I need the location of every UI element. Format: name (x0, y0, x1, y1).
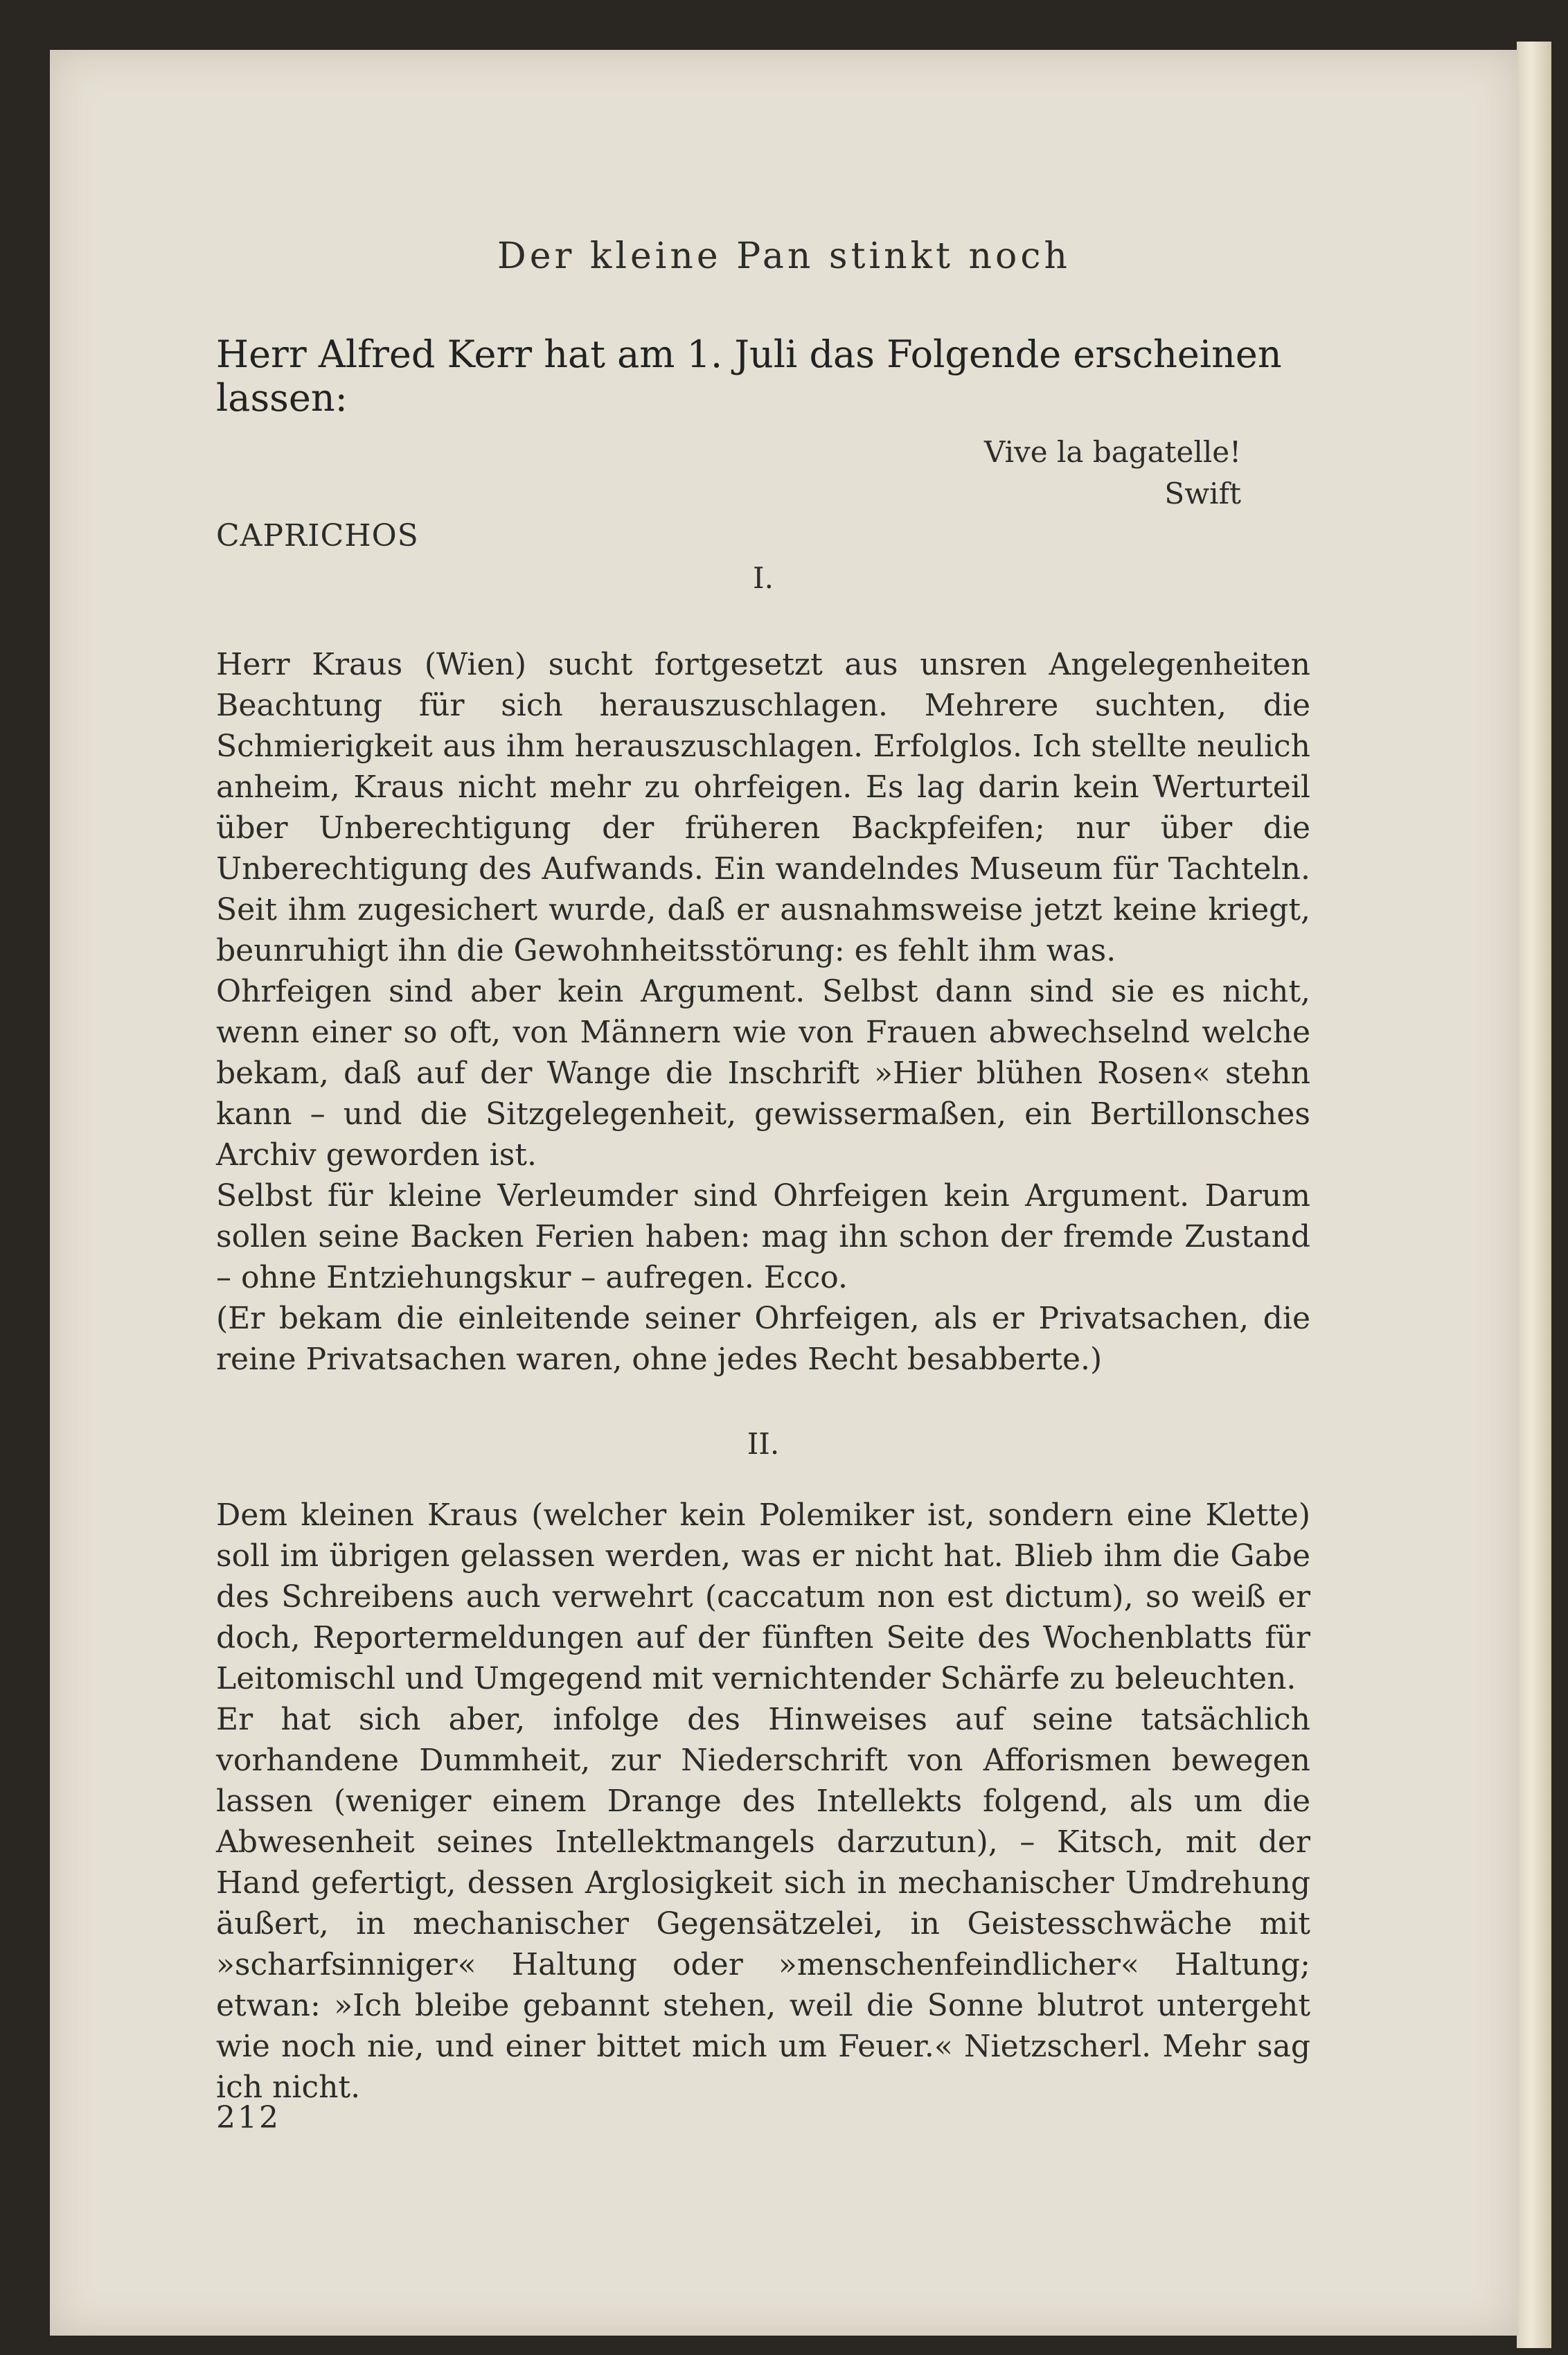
section-number-2: II. (747, 1427, 780, 1461)
paragraph: Selbst für kleine Verleumder sind Ohrfeigen kein Argument. Darum sollen seine Backen Ferien haben: mag ihn schon der fremde Zustand – ohne Entziehungskur – aufregen. Ecco. (216, 1178, 1310, 1295)
section-number-1: I. (753, 561, 774, 595)
paragraph: Er hat sich aber, infolge des Hinweises auf seine tatsächlich vorhandene Dummheit, zur Niederschrift von Afforismen bewegen lassen (weniger einem Drange des Intellekts folgend, als um die Abwesenheit seines Intellektmangels darzutun), – Kitsch, mit der Hand gefertigt, dessen Arglosigkeit sich in mechanischer Umdrehung äußert, in mechanischer Gegensätzelei, in Geistesschwäche mit »scharfsinniger« Haltung oder »menschenfeindlicher« Haltung; etwan: »Ich bleibe gebannt stehen, weil die Sonne blutrot untergeht wie noch nie, und einer bittet mich um Feuer.« Nietzscherl. Mehr sag ich nicht. (216, 1702, 1310, 2105)
section-title: CAPRICHOS (216, 518, 419, 553)
paragraph: Ohrfeigen sind aber kein Argument. Selbst dann sind sie es nicht, wenn einer so oft, von Männern wie von Frauen abwechselnd welche bekam, daß auf der Wange die Inschrift »Hier blühen Rosen« stehn kann – und die Sitzgelegenheit, gewissermaßen, ein Bertillonsches Archiv geworden ist. (216, 974, 1310, 1173)
page-edge (1517, 42, 1551, 2348)
page-number: 212 (216, 2100, 280, 2135)
paragraph: Herr Kraus (Wien) sucht fortgesetzt aus unsren Angelegenheiten Beachtung für sich herauszuschlagen. Mehrere suchten, die Schmierigkeit aus ihm herauszuschlagen. Erfolglos. Ich stellte neulich anheim, Kraus nicht mehr zu ohrfeigen. Es lag darin kein Werturteil über Unberechtigung der früheren Backpfeifen; nur über die Unberechtigung des Aufwands. Ein wandelndes Museum für Tachteln. Seit ihm zugesichert wurde, daß er ausnahmsweise jetzt keine kriegt, beunruhigt ihn die Gewohnheitsstörung: es fehlt ihm was. (216, 647, 1310, 968)
book-page (50, 50, 1518, 2336)
epigraph-author: Swift (1164, 477, 1241, 510)
intro-text: Herr Alfred Kerr hat am 1. Juli das Folgende erscheinen lassen: (216, 332, 1282, 420)
running-head: Der kleine Pan stinkt noch (497, 236, 1071, 277)
paragraph: Dem kleinen Kraus (welcher kein Polemiker ist, sondern eine Klette) soll im übrigen gelassen werden, was er nicht hat. Blieb ihm die Gabe des Schreibens auch verwehrt (caccatum non est dictum), so weiß er doch, Reportermeldungen auf der fünften Seite des Wochenblatts für Leitomischl und Umgegend mit vernichtender Schärfe zu beleuchten. (216, 1498, 1310, 1696)
section-1-body (216, 644, 1310, 1380)
section-2-body (216, 1495, 1310, 2108)
epigraph-quote: Vive la bagatelle! (984, 435, 1241, 469)
paragraph: (Er bekam die einleitende seiner Ohrfeigen, als er Privatsachen, die reine Privatsachen waren, ohne jedes Recht besabberte.) (216, 1301, 1310, 1377)
